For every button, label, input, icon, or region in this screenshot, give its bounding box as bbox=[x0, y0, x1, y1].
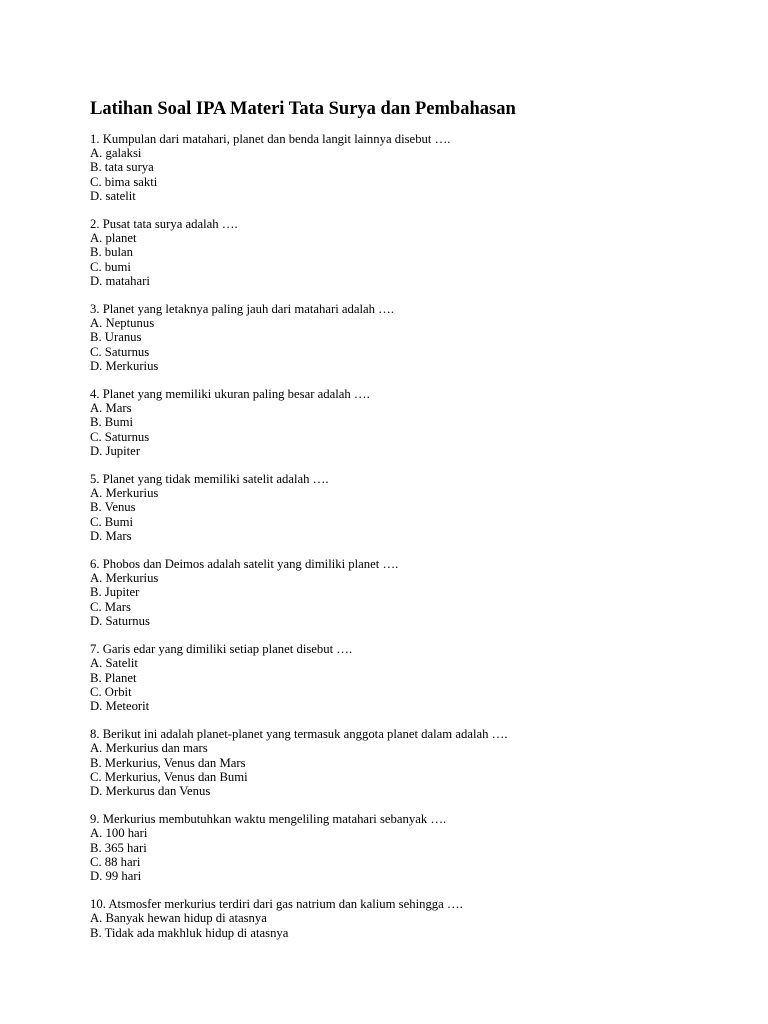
answer-option: B. Jupiter bbox=[90, 585, 140, 600]
answer-option: C. Orbit bbox=[90, 684, 132, 699]
question-text: 1. Kumpulan dari matahari, planet dan benda langit lainnya disebut …. bbox=[90, 132, 451, 146]
answer-option: A. Merkurius bbox=[90, 486, 159, 501]
answer-option: A. Mars bbox=[90, 401, 132, 416]
question-text: 5. Planet yang tidak memiliki satelit adalah …. bbox=[90, 472, 329, 487]
question-text: 10. Atsmosfer merkurius terdiri dari gas natrium dan kalium sehingga …. bbox=[90, 897, 463, 912]
answer-option: B. Merkurius, Venus dan Mars bbox=[90, 755, 246, 770]
question-block bbox=[90, 132, 768, 203]
answer-option: D. Meteorit bbox=[90, 698, 150, 713]
answer-option: A. Merkurius dan mars bbox=[90, 741, 208, 756]
question-block bbox=[90, 642, 768, 713]
question-block bbox=[90, 217, 768, 288]
answer-option: B. Bumi bbox=[90, 415, 134, 430]
answer-option: D. matahari bbox=[90, 273, 150, 288]
answer-option: B. 365 hari bbox=[90, 840, 147, 855]
answer-option: C. Mars bbox=[90, 599, 131, 614]
answer-option: A. Banyak hewan hidup di atasnya bbox=[90, 911, 267, 926]
answer-option: D. Merkurius bbox=[90, 358, 159, 373]
answer-option: A. planet bbox=[90, 231, 137, 246]
answer-option: B. Uranus bbox=[90, 330, 142, 345]
question-text: 3. Planet yang letaknya paling jauh dari matahari adalah …. bbox=[90, 302, 395, 317]
answer-option: C. 88 hari bbox=[90, 854, 141, 869]
answer-option: C. Merkurius, Venus dan Bumi bbox=[90, 769, 248, 784]
answer-option: C. bumi bbox=[90, 259, 131, 274]
answer-option: A. Merkurius bbox=[90, 571, 159, 586]
answer-option: D. satelit bbox=[90, 188, 136, 203]
question-text: 9. Merkurius membutuhkan waktu mengeliling matahari sebanyak …. bbox=[90, 812, 447, 827]
document-title: Latihan Soal IPA Materi Tata Surya dan Pembahasan bbox=[90, 99, 516, 119]
question-text: 8. Berikut ini adalah planet-planet yang termasuk anggota planet dalam adalah …. bbox=[90, 727, 508, 742]
answer-option: C. Saturnus bbox=[90, 344, 150, 359]
answer-option: D. Saturnus bbox=[90, 613, 150, 628]
answer-option: B. Planet bbox=[90, 670, 137, 685]
answer-option: B. Venus bbox=[90, 500, 136, 515]
question-text: 2. Pusat tata surya adalah …. bbox=[90, 217, 238, 232]
answer-option: C. Saturnus bbox=[90, 429, 150, 444]
answer-option: C. bima sakti bbox=[90, 174, 158, 189]
answer-option: B. tata surya bbox=[90, 160, 154, 175]
answer-option: A. galaksi bbox=[90, 146, 142, 161]
question-block bbox=[90, 472, 768, 543]
question-block bbox=[90, 302, 768, 373]
answer-option: D. Mars bbox=[90, 528, 132, 543]
question-text: 4. Planet yang memiliki ukuran paling besar adalah …. bbox=[90, 387, 370, 402]
answer-option: A. Satelit bbox=[90, 656, 138, 671]
answer-option: D. 99 hari bbox=[90, 868, 142, 883]
question-block bbox=[90, 727, 768, 798]
question-list bbox=[90, 132, 768, 940]
answer-option: B. Tidak ada makhluk hidup di atasnya bbox=[90, 925, 289, 940]
answer-option: C. Bumi bbox=[90, 514, 134, 529]
question-block bbox=[90, 897, 768, 940]
answer-option: B. bulan bbox=[90, 245, 133, 260]
question-text: 7. Garis edar yang dimiliki setiap planet disebut …. bbox=[90, 642, 353, 657]
question-block bbox=[90, 557, 768, 628]
answer-option: D. Merkurus dan Venus bbox=[90, 783, 211, 798]
answer-option: A. Neptunus bbox=[90, 316, 155, 331]
question-block bbox=[90, 387, 768, 458]
answer-option: A. 100 hari bbox=[90, 826, 148, 841]
question-block bbox=[90, 812, 768, 883]
question-text: 6. Phobos dan Deimos adalah satelit yang dimiliki planet …. bbox=[90, 557, 399, 572]
answer-option: D. Jupiter bbox=[90, 443, 141, 458]
